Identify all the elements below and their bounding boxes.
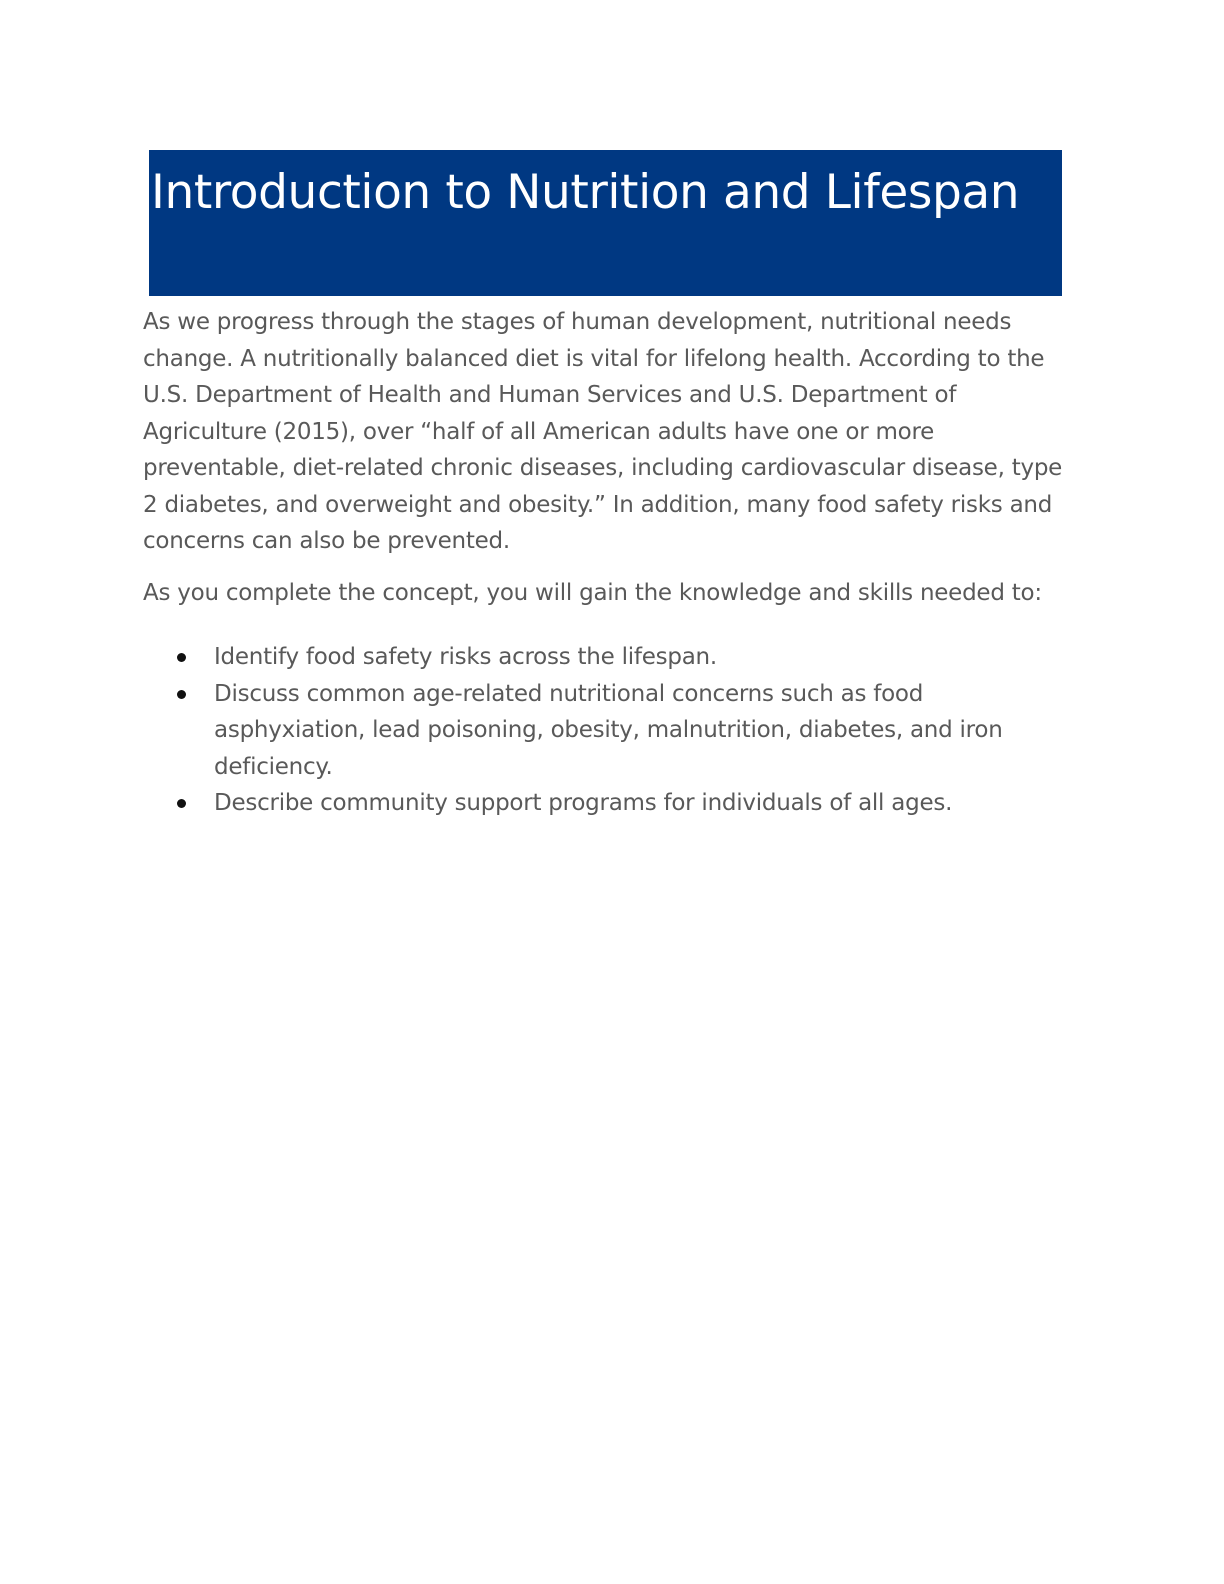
list-item-text: Discuss common age-related nutritional concerns such as food asphyxiation, lead poisoning, obesity, malnutrition, diabetes, and iron deficiency. [214, 680, 1003, 780]
list-item [214, 676, 1073, 786]
bullet-icon [177, 799, 186, 808]
list-item-text: Describe community support programs for individuals of all ages. [214, 790, 953, 816]
bullet-icon [177, 653, 186, 662]
intro-paragraph: As we progress through the stages of human development, nutritional needs change. A nutritionally balanced diet is vital for lifelong health. According to the U.S. Department of Health and Human Services and U.S. Department of Agriculture (2015), over “half of all American adults have one or more preventable, diet-related chronic diseases, including cardiovascular disease, type 2 diabetes, and overweight and obesity.” In addition, many food safety risks and concerns can also be prevented. [143, 309, 1063, 554]
list-item [214, 639, 1073, 676]
title-banner [149, 150, 1062, 296]
list-item [214, 785, 1073, 822]
page-title: Introduction to Nutrition and Lifespan [151, 165, 1020, 220]
bullet-icon [177, 690, 186, 699]
objectives-lead-paragraph: As you complete the concept, you will gain the knowledge and skills needed to: [143, 579, 1042, 606]
document-body [143, 304, 1073, 822]
objectives-list [143, 639, 1073, 822]
list-item-text: Identify food safety risks across the lifespan. [214, 644, 717, 670]
